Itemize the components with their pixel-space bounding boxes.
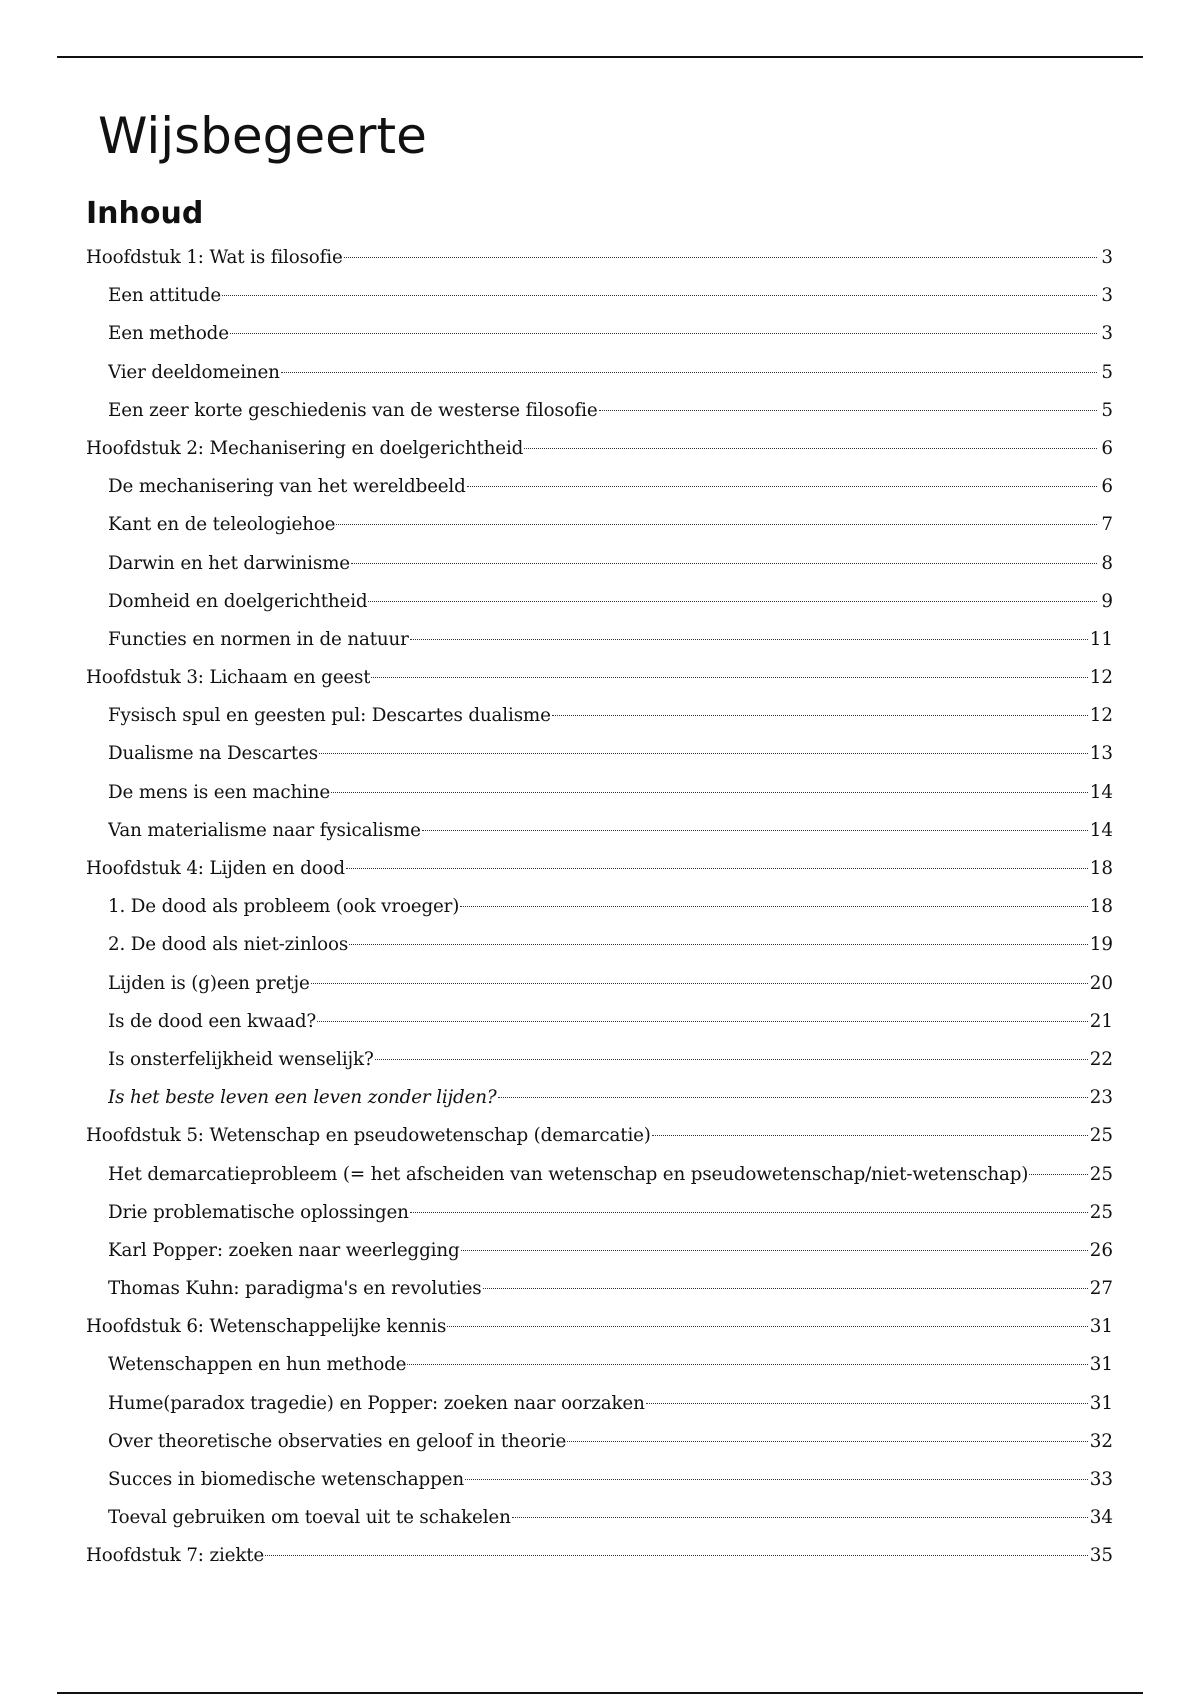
toc-page-number: 25 <box>1089 1201 1113 1223</box>
toc-dot-leader <box>646 1403 1088 1404</box>
toc-dot-leader <box>346 868 1088 869</box>
toc-dot-leader <box>351 563 1097 564</box>
toc-entry-title: Lijden is (g)een pretje <box>108 972 310 994</box>
toc-dot-leader <box>460 906 1087 907</box>
toc-entry-title: Is onsterfelijkheid wenselijk? <box>108 1048 374 1070</box>
toc-page-number: 6 <box>1101 437 1113 459</box>
toc-page-number: 31 <box>1089 1354 1113 1376</box>
toc-page-number: 11 <box>1089 628 1113 650</box>
toc-section-entry[interactable] <box>86 1461 1113 1499</box>
toc-entry-title: Hoofdstuk 3: Lichaam en geest <box>86 667 371 689</box>
toc-dot-leader <box>1029 1174 1087 1175</box>
document-title: Wijsbegeerte <box>98 107 427 165</box>
toc-entry-title: Hoofdstuk 5: Wetenschap en pseudowetenschap (demarcatie) <box>86 1125 651 1147</box>
toc-page-number: 8 <box>1101 552 1113 574</box>
toc-page-number: 7 <box>1101 514 1113 536</box>
toc-page-number: 14 <box>1089 781 1113 803</box>
toc-entry-title: Toeval gebruiken om toeval uit te schakelen <box>108 1507 511 1529</box>
toc-dot-leader <box>465 1479 1088 1480</box>
toc-entry-title: Functies en normen in de natuur <box>108 628 409 650</box>
toc-chapter-entry[interactable] <box>86 659 1113 697</box>
toc-entry-title: Hume(paradox tragedie) en Popper: zoeken naar oorzaken <box>108 1392 645 1414</box>
toc-section-entry[interactable] <box>86 926 1113 964</box>
toc-section-entry[interactable] <box>86 812 1113 850</box>
toc-page-number: 3 <box>1101 323 1113 345</box>
toc-section-entry[interactable] <box>86 1346 1113 1384</box>
toc-section-entry[interactable] <box>86 1079 1113 1117</box>
toc-entry-title: Vier deeldomeinen <box>108 361 280 383</box>
toc-dot-leader <box>230 333 1097 334</box>
toc-entry-title: Wetenschappen en hun methode <box>108 1354 407 1376</box>
toc-page-number: 34 <box>1089 1507 1113 1529</box>
toc-dot-leader <box>447 1326 1088 1327</box>
toc-entry-title: Een methode <box>108 323 229 345</box>
toc-page-number: 5 <box>1101 361 1113 383</box>
toc-page-number: 18 <box>1089 858 1113 879</box>
toc-entry-title: Is het beste leven een leven zonder lijden? <box>108 1087 497 1109</box>
toc-entry-title: Dualisme na Descartes <box>108 743 318 765</box>
toc-chapter-entry[interactable] <box>86 850 1113 888</box>
toc-dot-leader <box>336 524 1097 525</box>
toc-page-number: 20 <box>1089 972 1113 994</box>
toc-section-entry[interactable] <box>86 965 1113 1003</box>
toc-page-number: 27 <box>1089 1278 1113 1300</box>
toc-dot-leader <box>319 753 1088 754</box>
toc-dot-leader <box>371 677 1087 678</box>
toc-dot-leader <box>349 944 1088 945</box>
toc-page-number: 33 <box>1089 1469 1113 1490</box>
toc-entry-title: Fysisch spul en geesten pul: Descartes dualisme <box>108 705 551 727</box>
toc-page-number: 3 <box>1101 285 1113 307</box>
toc-dot-leader <box>599 410 1097 411</box>
toc-section-entry[interactable] <box>86 583 1113 621</box>
toc-dot-leader <box>461 1250 1088 1251</box>
toc-page-number: 9 <box>1101 590 1113 612</box>
toc-section-entry[interactable] <box>86 621 1113 659</box>
table-of-contents <box>86 239 1113 1576</box>
toc-page-number: 14 <box>1089 819 1113 841</box>
toc-dot-leader <box>552 715 1088 716</box>
toc-section-entry[interactable] <box>86 506 1113 544</box>
toc-chapter-entry[interactable] <box>86 239 1113 277</box>
toc-section-entry[interactable] <box>86 277 1113 315</box>
bottom-rule <box>57 1692 1143 1694</box>
toc-page-number: 5 <box>1101 399 1113 421</box>
toc-dot-leader <box>524 448 1097 449</box>
toc-section-entry[interactable] <box>86 1270 1113 1308</box>
toc-page-number: 3 <box>1101 247 1113 268</box>
toc-section-entry[interactable] <box>86 1003 1113 1041</box>
toc-dot-leader <box>344 257 1097 258</box>
toc-section-entry[interactable] <box>86 888 1113 926</box>
toc-section-entry[interactable] <box>86 545 1113 583</box>
toc-entry-title: Thomas Kuhn: paradigma's en revoluties <box>108 1278 482 1300</box>
toc-section-entry[interactable] <box>86 1499 1113 1537</box>
toc-entry-title: Domheid en doelgerichtheid <box>108 590 368 612</box>
toc-section-entry[interactable] <box>86 1194 1113 1232</box>
toc-page-number: 22 <box>1089 1048 1113 1070</box>
toc-page-number: 12 <box>1089 667 1113 689</box>
toc-dot-leader <box>410 639 1088 640</box>
toc-dot-leader <box>498 1097 1088 1098</box>
toc-dot-leader <box>407 1364 1087 1365</box>
toc-dot-leader <box>331 792 1088 793</box>
toc-dot-leader <box>652 1135 1088 1136</box>
toc-heading: Inhoud <box>86 196 204 231</box>
toc-page-number: 25 <box>1089 1125 1113 1147</box>
toc-section-entry[interactable] <box>86 354 1113 392</box>
toc-dot-leader <box>368 601 1097 602</box>
toc-dot-leader <box>467 486 1097 487</box>
toc-chapter-entry[interactable] <box>86 1308 1113 1346</box>
toc-page-number: 6 <box>1101 476 1113 498</box>
toc-entry-title: Een attitude <box>108 285 222 307</box>
toc-section-entry[interactable] <box>86 1423 1113 1461</box>
toc-page-number: 31 <box>1089 1392 1113 1414</box>
toc-entry-title: Kant en de teleologiehoe <box>108 514 336 536</box>
toc-entry-title: Het demarcatieprobleem (= het afscheiden van wetenschap en pseudowetenschap/niet-wetenschap) <box>108 1163 1029 1185</box>
toc-dot-leader <box>317 1021 1088 1022</box>
toc-section-entry[interactable] <box>86 1041 1113 1079</box>
toc-page-number: 31 <box>1089 1316 1113 1338</box>
toc-dot-leader <box>222 295 1097 296</box>
toc-entry-title: Hoofdstuk 7: ziekte <box>86 1545 265 1567</box>
toc-page-number: 26 <box>1089 1239 1113 1261</box>
toc-entry-title: Is de dood een kwaad? <box>108 1010 317 1032</box>
toc-entry-title: Karl Popper: zoeken naar weerlegging <box>108 1239 460 1261</box>
toc-dot-leader <box>375 1059 1088 1060</box>
toc-dot-leader <box>311 983 1088 984</box>
toc-entry-title: Een zeer korte geschiedenis van de westerse filosofie <box>108 399 598 421</box>
toc-entry-title: Over theoretische observaties en geloof in theorie <box>108 1430 567 1452</box>
toc-section-entry[interactable] <box>86 697 1113 735</box>
toc-section-entry[interactable] <box>86 1385 1113 1423</box>
toc-entry-title: Drie problematische oplossingen <box>108 1201 409 1223</box>
toc-section-entry[interactable] <box>86 392 1113 430</box>
toc-section-entry[interactable] <box>86 468 1113 506</box>
toc-entry-title: Darwin en het darwinisme <box>108 552 350 574</box>
toc-page-number: 25 <box>1089 1163 1113 1185</box>
toc-dot-leader <box>512 1517 1088 1518</box>
toc-section-entry[interactable] <box>86 774 1113 812</box>
toc-page-number: 19 <box>1089 934 1113 956</box>
toc-dot-leader <box>567 1441 1088 1442</box>
toc-chapter-entry[interactable] <box>86 430 1113 468</box>
toc-entry-title: Hoofdstuk 2: Mechanisering en doelgerichtheid <box>86 437 524 459</box>
toc-page-number: 21 <box>1089 1010 1113 1032</box>
toc-entry-title: 2. De dood als niet-zinloos <box>108 934 349 956</box>
toc-page-number: 23 <box>1089 1087 1113 1109</box>
toc-entry-title: Succes in biomedische wetenschappen <box>108 1469 464 1490</box>
toc-page-number: 32 <box>1089 1430 1113 1452</box>
toc-page-number: 18 <box>1089 896 1113 918</box>
toc-entry-title: Hoofdstuk 4: Lijden en dood <box>86 858 345 879</box>
toc-dot-leader <box>265 1555 1088 1556</box>
toc-chapter-entry[interactable] <box>86 1537 1113 1575</box>
toc-page-number: 35 <box>1089 1545 1113 1567</box>
toc-entry-title: 1. De dood als probleem (ook vroeger) <box>108 896 460 918</box>
toc-dot-leader <box>410 1212 1088 1213</box>
top-rule <box>57 56 1143 58</box>
toc-chapter-entry[interactable] <box>86 1117 1113 1155</box>
toc-entry-title: De mens is een machine <box>108 781 331 803</box>
toc-dot-leader <box>281 372 1097 373</box>
toc-page-number: 13 <box>1089 743 1113 765</box>
toc-entry-title: De mechanisering van het wereldbeeld <box>108 476 466 498</box>
toc-section-entry[interactable] <box>86 1232 1113 1270</box>
toc-section-entry[interactable] <box>86 315 1113 353</box>
toc-dot-leader <box>422 830 1088 831</box>
toc-section-entry[interactable] <box>86 735 1113 773</box>
toc-entry-title: Hoofdstuk 6: Wetenschappelijke kennis <box>86 1316 447 1338</box>
toc-entry-title: Hoofdstuk 1: Wat is filosofie <box>86 247 343 268</box>
toc-entry-title: Van materialisme naar fysicalisme <box>108 819 421 841</box>
toc-page-number: 12 <box>1089 705 1113 727</box>
toc-section-entry[interactable] <box>86 1156 1113 1194</box>
toc-dot-leader <box>483 1288 1088 1289</box>
